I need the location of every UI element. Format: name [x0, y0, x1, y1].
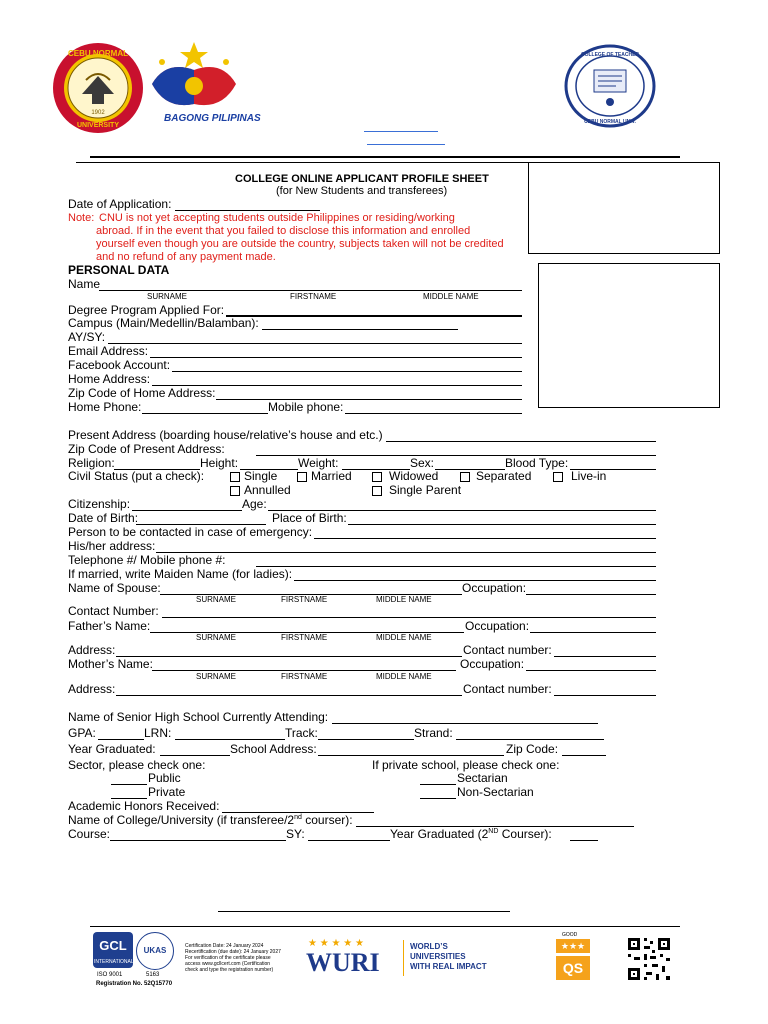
- dob-label: Date of Birth:: [68, 511, 139, 525]
- firstname-caption: FIRSTNAME: [290, 292, 337, 301]
- contact-number-label: Contact Number:: [68, 604, 159, 618]
- gpa-label: GPA:: [68, 726, 96, 740]
- spouse-surname-caption: SURNAME: [196, 595, 237, 604]
- lrn-label: LRN:: [144, 726, 172, 740]
- year-graduated-2nd-end: Courser):: [498, 827, 552, 841]
- note-line-4: and no refund of any payment made.: [96, 251, 276, 263]
- mother-surname-caption: SURNAME: [196, 672, 237, 681]
- separated-label: Separated: [476, 469, 532, 483]
- home-phone-field[interactable]: [142, 413, 268, 414]
- mother-name-label: Mother’s Name:: [68, 657, 153, 671]
- spouse-label: Name of Spouse:: [68, 581, 161, 595]
- nonsectarian-label: Non-Sectarian: [457, 785, 534, 799]
- qs-good-label: GOOD: [562, 932, 578, 938]
- separated-checkbox[interactable]: [460, 472, 470, 482]
- mother-name-field[interactable]: [152, 670, 456, 671]
- ukas-logo: [136, 932, 174, 970]
- qs-stars: ★★★: [560, 941, 586, 951]
- livein-checkbox[interactable]: [553, 472, 563, 482]
- father-contact-field[interactable]: [554, 656, 656, 657]
- citizenship-label: Citizenship:: [68, 497, 131, 511]
- if-private-label: If private school, please check one:: [372, 758, 560, 772]
- header-link-underline-2[interactable]: [367, 144, 445, 145]
- wuri-tagline-2: UNIVERSITIES: [410, 952, 466, 961]
- date-of-application-label: Date of Application:: [68, 197, 172, 211]
- father-middlename-caption: MIDDLE NAME: [376, 633, 432, 642]
- qs-stars-badge: [556, 939, 590, 953]
- photo-box-2[interactable]: [538, 263, 720, 408]
- qs-logo: [556, 956, 590, 980]
- course-field[interactable]: [110, 840, 286, 841]
- blood-type-label: Blood Type:: [505, 456, 569, 470]
- mobile-phone-label: Mobile phone:: [268, 400, 344, 414]
- annulled-checkbox[interactable]: [230, 486, 240, 496]
- private-label: Private: [148, 785, 186, 799]
- single-parent-label: Single Parent: [389, 483, 462, 497]
- svg-text:CEBU NORMAL UNIV.: CEBU NORMAL UNIV.: [584, 119, 636, 125]
- ukas-number: 5163: [146, 972, 160, 978]
- track-field[interactable]: [318, 739, 414, 740]
- sy-label: SY:: [286, 827, 305, 841]
- widowed-label: Widowed: [389, 469, 439, 483]
- gcl-sub: INTERNATIONAL: [94, 959, 134, 965]
- father-occupation-field[interactable]: [530, 632, 656, 633]
- maiden-name-label: If married, write Maiden Name (for ladies):: [68, 567, 293, 581]
- cert-line-1: Certification Date: 24 January 2024: [185, 943, 264, 949]
- father-contact-label: Contact number:: [463, 643, 552, 657]
- footer-rule: [90, 926, 680, 927]
- father-occupation-label: Occupation:: [465, 619, 530, 633]
- header-rule: [90, 156, 680, 158]
- year-graduated-2nd-text: Year Graduated (2: [390, 827, 489, 841]
- year-graduated-2nd-field[interactable]: [570, 840, 598, 841]
- annulled-label: Annulled: [244, 483, 291, 497]
- married-label: Married: [311, 469, 352, 483]
- personal-data-heading: PERSONAL DATA: [68, 263, 170, 277]
- degree-field[interactable]: [226, 315, 522, 317]
- cnu-seal-logo: [52, 42, 144, 134]
- college-label-sup: nd: [294, 814, 302, 821]
- telephone-field[interactable]: [256, 566, 656, 567]
- livein-label: Live-in: [571, 469, 607, 483]
- svg-text:1902: 1902: [91, 110, 105, 116]
- form-title: COLLEGE ONLINE APPLICANT PROFILE SHEET: [235, 173, 489, 185]
- home-phone-label: Home Phone:: [68, 400, 142, 414]
- wuri-stars: ★ ★ ★ ★ ★: [308, 938, 364, 949]
- married-checkbox[interactable]: [297, 472, 307, 482]
- year-graduated-2nd-label: [390, 827, 552, 841]
- mother-address-label: Address:: [68, 682, 116, 696]
- svg-text:CEBU NORMAL: CEBU NORMAL: [68, 49, 128, 58]
- single-checkbox[interactable]: [230, 472, 240, 482]
- father-address-field[interactable]: [116, 656, 462, 657]
- college-label: [68, 813, 353, 827]
- college-label-end: courser):: [301, 813, 353, 827]
- pob-label: Place of Birth:: [272, 511, 347, 525]
- his-her-address-field[interactable]: [156, 552, 656, 553]
- name-label: Name: [68, 277, 101, 291]
- mother-firstname-caption: FIRSTNAME: [281, 672, 328, 681]
- college-teacher-education-logo: [564, 44, 656, 128]
- gpa-field[interactable]: [98, 739, 144, 740]
- ukas-logo-text: UKAS: [143, 946, 167, 955]
- year-graduated-field[interactable]: [160, 755, 230, 756]
- facebook-label: Facebook Account:: [68, 358, 171, 372]
- cert-line-3: For verification of the certificate please: [185, 955, 271, 961]
- telephone-label: Telephone #/ Mobile phone #:: [68, 553, 226, 567]
- header-link-underline-1[interactable]: [364, 131, 438, 132]
- lrn-field[interactable]: [175, 739, 285, 740]
- note-line-2: abroad. If in the event that you failed to disclose this information and enrolled: [96, 225, 471, 237]
- year-graduated-label: Year Graduated:: [68, 742, 156, 756]
- email-field[interactable]: [150, 357, 522, 358]
- degree-label: Degree Program Applied For:: [68, 303, 225, 317]
- shs-label: Name of Senior High School Currently Attending:: [68, 710, 329, 724]
- mother-middlename-caption: MIDDLE NAME: [376, 672, 432, 681]
- honors-label: Academic Honors Received:: [68, 799, 220, 813]
- signature-line[interactable]: [218, 911, 510, 912]
- college-label-text: Name of College/University (if transferee/2: [68, 813, 295, 827]
- sectarian-check-field[interactable]: [420, 784, 456, 785]
- spouse-middlename-caption: MIDDLE NAME: [376, 595, 432, 604]
- bagong-pilipinas-text: BAGONG PILIPINAS: [164, 113, 261, 124]
- qr-code[interactable]: [626, 936, 672, 982]
- photo-box-1[interactable]: [528, 162, 720, 254]
- spouse-occupation-label: Occupation:: [462, 581, 527, 595]
- campus-field[interactable]: [262, 329, 458, 330]
- citizenship-field[interactable]: [132, 510, 242, 511]
- cert-line-4: access www.gcllcert.com (Certification: [185, 961, 271, 967]
- cert-line-5: check and type the registration number): [185, 967, 274, 973]
- spouse-firstname-caption: FIRSTNAME: [281, 595, 328, 604]
- year-graduated-2nd-sup: ND: [488, 828, 499, 835]
- strand-label: Strand:: [414, 726, 453, 740]
- public-label: Public: [148, 771, 181, 785]
- weight-label: Weight:: [298, 456, 339, 470]
- svg-text:COLLEGE OF TEACHER: COLLEGE OF TEACHER: [580, 52, 640, 58]
- zip-home-field[interactable]: [216, 399, 522, 400]
- widowed-checkbox[interactable]: [372, 472, 382, 482]
- qs-logo-text: QS: [562, 960, 584, 976]
- aysy-label: AY/SY:: [68, 330, 106, 344]
- gcl-logo-text: GCL: [99, 938, 127, 953]
- zip-code-field[interactable]: [562, 755, 606, 756]
- public-check-field[interactable]: [111, 784, 147, 785]
- middlename-caption: MIDDLE NAME: [423, 292, 479, 301]
- wuri-divider: [403, 940, 404, 976]
- mother-address-field[interactable]: [116, 695, 462, 696]
- present-address-label: Present Address (boarding house/relative’s house and etc.): [68, 428, 383, 442]
- sy-field[interactable]: [308, 840, 390, 841]
- email-label: Email Address:: [68, 344, 149, 358]
- svg-text:UNIVERSITY: UNIVERSITY: [76, 122, 120, 129]
- zip-home-label: Zip Code of Home Address:: [68, 386, 216, 400]
- single-label: Single: [244, 469, 278, 483]
- school-address-field[interactable]: [318, 755, 504, 756]
- name-field[interactable]: [99, 290, 522, 291]
- pob-field[interactable]: [348, 524, 656, 525]
- home-address-label: Home Address:: [68, 372, 151, 386]
- facebook-field[interactable]: [172, 371, 522, 372]
- cert-line-2: Recertification (due date): 24 January 2027: [185, 949, 281, 955]
- spouse-occupation-field[interactable]: [526, 594, 656, 595]
- wuri-tagline-3: WITH REAL IMPACT: [410, 962, 487, 971]
- sector-label: Sector, please check one:: [68, 758, 206, 772]
- registration-number: Registration No. 52Q15770: [96, 981, 173, 987]
- his-her-address-label: His/her address:: [68, 539, 156, 553]
- sectarian-label: Sectarian: [457, 771, 508, 785]
- single-parent-checkbox[interactable]: [372, 486, 382, 496]
- strand-field[interactable]: [456, 739, 604, 740]
- zip-code-label: Zip Code:: [506, 742, 559, 756]
- note-label: Note:: [68, 212, 95, 224]
- emergency-field[interactable]: [314, 538, 656, 539]
- mother-occupation-field[interactable]: [526, 670, 656, 671]
- mother-contact-label: Contact number:: [463, 682, 552, 696]
- track-label: Track:: [285, 726, 318, 740]
- sex-label: Sex:: [410, 456, 435, 470]
- mother-contact-field[interactable]: [554, 695, 656, 696]
- father-address-label: Address:: [68, 643, 116, 657]
- iso-label: ISO 9001: [97, 972, 123, 978]
- wuri-logo-text: WURI: [306, 948, 380, 977]
- wuri-tagline-1: WORLD’S: [410, 942, 448, 951]
- father-name-label: Father’s Name:: [68, 619, 151, 633]
- height-label: Height:: [200, 456, 239, 470]
- religion-label: Religion:: [68, 456, 115, 470]
- nonsectarian-check-field[interactable]: [420, 798, 456, 799]
- school-address-label: School Address:: [230, 742, 317, 756]
- campus-label: Campus (Main/Medellin/Balamban):: [68, 316, 259, 330]
- aysy-field[interactable]: [108, 343, 522, 344]
- present-address-field[interactable]: [386, 441, 656, 442]
- note-line-1: CNU is not yet accepting students outside Philippines or residing/working: [99, 212, 455, 224]
- emergency-label: Person to be contacted in case of emergency:: [68, 525, 313, 539]
- course-label: Course:: [68, 827, 111, 841]
- father-surname-caption: SURNAME: [196, 633, 237, 642]
- civil-status-label: Civil Status (put a check):: [68, 469, 205, 483]
- zip-present-label: Zip Code of Present Address:: [68, 442, 225, 456]
- bagong-pilipinas-logo: [146, 40, 242, 112]
- age-label: Age:: [242, 497, 267, 511]
- note-line-3: yourself even though you are outside the country, subjects taken will not be credited: [96, 238, 504, 250]
- surname-caption: SURNAME: [147, 292, 188, 301]
- mobile-phone-field[interactable]: [345, 413, 522, 414]
- father-firstname-caption: FIRSTNAME: [281, 633, 328, 642]
- mother-occupation-label: Occupation:: [460, 657, 525, 671]
- contact-number-field[interactable]: [162, 617, 656, 618]
- shs-field[interactable]: [332, 723, 598, 724]
- form-subtitle: (for New Students and transferees): [276, 185, 448, 197]
